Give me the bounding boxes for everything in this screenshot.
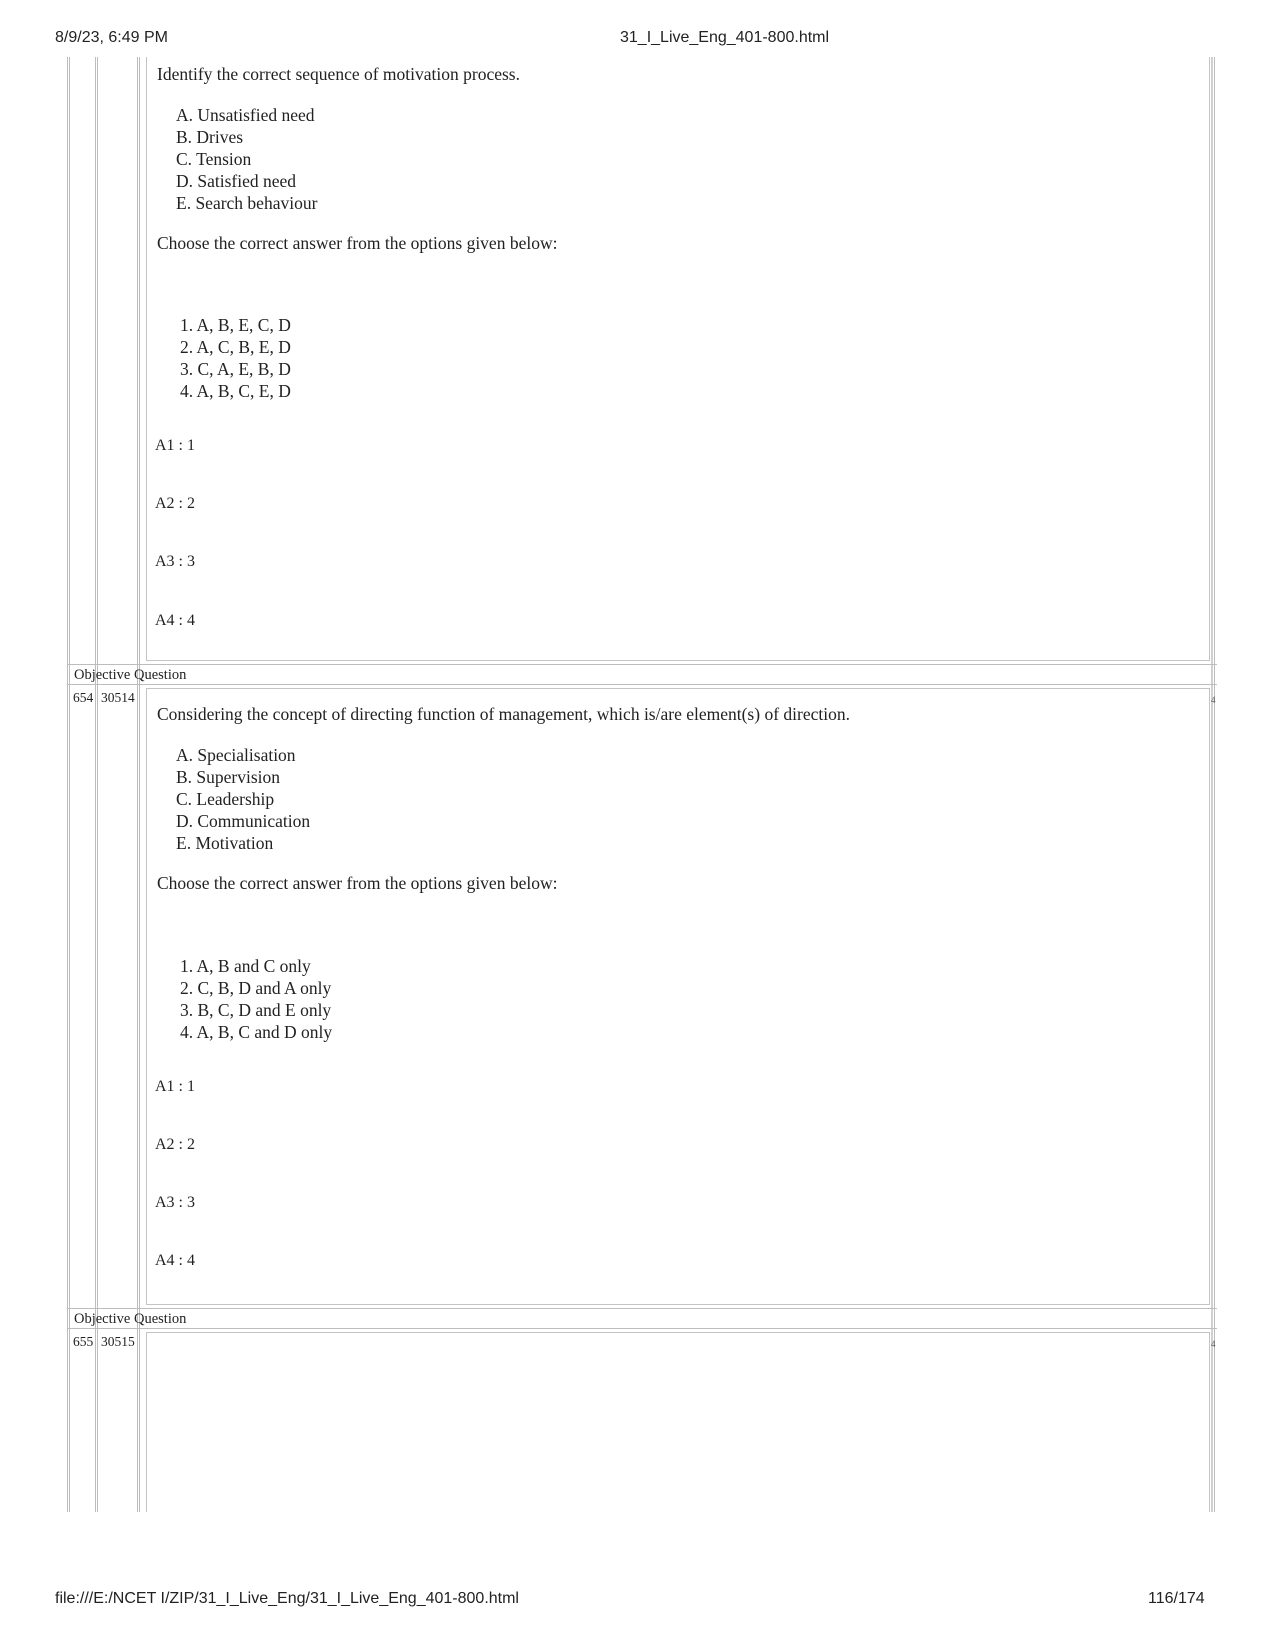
question-box-655	[146, 1332, 1210, 1512]
question-654-items	[176, 744, 310, 854]
list-item: D. Satisfied need	[176, 171, 297, 191]
print-file-path: file:///E:/NCET I/ZIP/31_I_Live_Eng/31_I_Live_Eng_401-800.html	[55, 1590, 519, 1607]
answer-option-3: A3 : 3	[155, 1194, 195, 1211]
list-item: E. Motivation	[176, 833, 274, 853]
print-page-counter: 116/174	[1148, 1590, 1205, 1607]
print-document-title: 31_I_Live_Eng_401-800.html	[620, 29, 830, 46]
question-654-options	[180, 955, 332, 1043]
question-serial-number: 655	[73, 1334, 94, 1349]
question-prev-items	[176, 104, 317, 214]
list-item: E. Search behaviour	[176, 193, 318, 213]
answer-option-1: A1 : 1	[155, 437, 195, 454]
question-id: 30514	[101, 690, 135, 705]
list-item: C. Leadership	[176, 789, 275, 809]
answer-option-2: A2 : 2	[155, 1136, 195, 1153]
question-prev-instruction: Choose the correct answer from the options given below:	[157, 233, 558, 253]
question-type-label: Objective Question	[74, 1311, 187, 1327]
list-item: 2. C, B, D and A only	[180, 978, 332, 998]
list-item: D. Communication	[176, 811, 311, 831]
list-item: 4. A, B, C and D only	[180, 1022, 333, 1042]
list-item: 1. A, B and C only	[180, 956, 311, 976]
cell-edge-mark: 4	[1211, 1339, 1216, 1349]
answer-option-2: A2 : 2	[155, 495, 195, 512]
list-item: A. Specialisation	[176, 745, 296, 765]
list-item: A. Unsatisfied need	[176, 105, 315, 125]
question-id: 30515	[101, 1334, 135, 1349]
list-item: 3. C, A, E, B, D	[180, 359, 291, 379]
answer-option-4: A4 : 4	[155, 1252, 195, 1269]
list-item: C. Tension	[176, 149, 252, 169]
question-654-instruction: Choose the correct answer from the options given below:	[157, 873, 558, 893]
question-654-text: Considering the concept of directing function of management, which is/are element(s) of direction.	[157, 704, 850, 724]
list-item: B. Drives	[176, 127, 244, 147]
answer-option-3: A3 : 3	[155, 553, 195, 570]
question-type-label: Objective Question	[74, 667, 187, 683]
answer-option-4: A4 : 4	[155, 612, 195, 629]
print-datetime: 8/9/23, 6:49 PM	[55, 29, 168, 46]
list-item: 4. A, B, C, E, D	[180, 381, 291, 401]
question-prev-options	[180, 314, 291, 402]
question-serial-number: 654	[73, 690, 94, 705]
list-item: B. Supervision	[176, 767, 281, 787]
list-item: 2. A, C, B, E, D	[180, 337, 291, 357]
answer-option-1: A1 : 1	[155, 1078, 195, 1095]
list-item: 1. A, B, E, C, D	[180, 315, 291, 335]
list-item: 3. B, C, D and E only	[180, 1000, 332, 1020]
question-prev-text: Identify the correct sequence of motivation process.	[157, 64, 520, 84]
cell-edge-mark: 4	[1211, 695, 1216, 705]
